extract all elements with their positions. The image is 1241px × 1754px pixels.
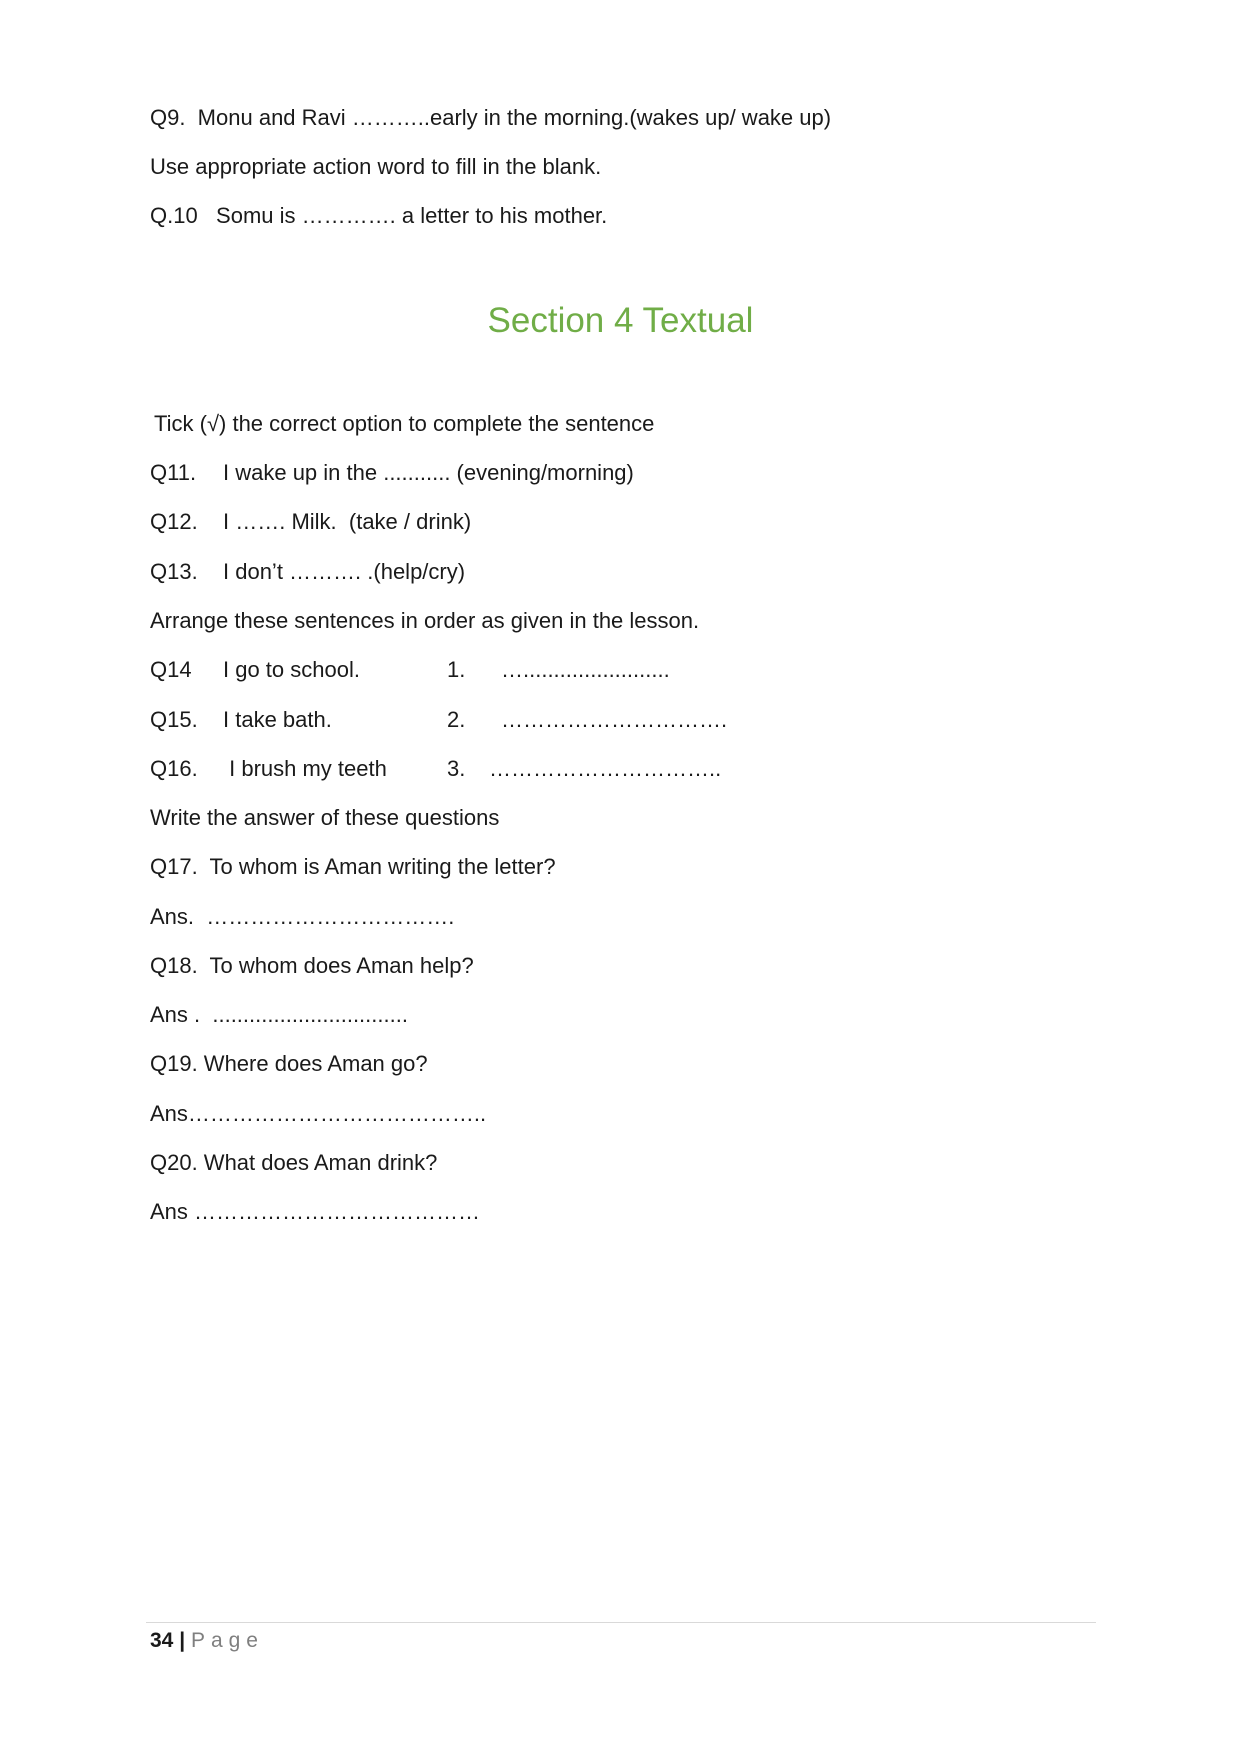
question-q18: Q18. To whom does Aman help? xyxy=(150,953,474,978)
question-number: Q12. xyxy=(150,509,198,534)
sentence-text: I brush my teeth xyxy=(223,756,387,781)
sentence-text: I go to school. xyxy=(223,657,360,682)
page-number: 34 xyxy=(150,1629,174,1652)
answer-line-q19: Ans………………………………….. xyxy=(150,1101,487,1126)
instruction-write-answers: Write the answer of these questions xyxy=(150,805,500,830)
answer-line-q18: Ans . ................................ xyxy=(150,1002,408,1027)
answer-blank: …………………………. xyxy=(501,707,728,732)
question-number: Q16. xyxy=(150,756,198,781)
question-number: Q14 xyxy=(150,657,192,682)
page-label: Page xyxy=(190,1629,264,1652)
question-q20: Q20. What does Aman drink? xyxy=(150,1150,438,1175)
footer-divider xyxy=(146,1622,1096,1623)
order-number: 1. xyxy=(447,657,466,682)
question-text: I wake up in the ........... (evening/morning) xyxy=(223,460,634,485)
answer-blank: ………………………….. xyxy=(489,756,722,781)
instruction-action-word: Use appropriate action word to fill in the blank. xyxy=(150,154,602,179)
footer-separator: | xyxy=(179,1629,186,1652)
question-q19: Q19. Where does Aman go? xyxy=(150,1051,428,1076)
question-text: I ……. Milk. (take / drink) xyxy=(223,509,472,534)
question-number: Q11. xyxy=(150,460,197,485)
order-number: 2. xyxy=(447,707,466,732)
question-q17: Q17. To whom is Aman writing the letter? xyxy=(150,854,556,879)
page-footer xyxy=(150,1627,264,1655)
instruction-arrange: Arrange these sentences in order as given in the lesson. xyxy=(150,608,700,633)
instruction-tick: Tick (√) the correct option to complete the sentence xyxy=(154,411,655,436)
answer-line-q17: Ans. ……………………………. xyxy=(150,904,455,929)
answer-line-q20: Ans ………………………………… xyxy=(150,1199,481,1224)
question-text: I don’t ………. .(help/cry) xyxy=(223,559,466,584)
question-number: Q13. xyxy=(150,559,198,584)
section-title: Section 4 Textual xyxy=(487,301,754,340)
answer-blank: …........................ xyxy=(501,657,670,682)
question-number: Q15. xyxy=(150,707,198,732)
question-q9: Q9. Monu and Ravi ………..early in the morning.(wakes up/ wake up) xyxy=(150,105,832,130)
question-q10: Q.10 Somu is …………. a letter to his mother. xyxy=(150,203,608,228)
sentence-text: I take bath. xyxy=(223,707,332,732)
order-number: 3. xyxy=(447,756,466,781)
